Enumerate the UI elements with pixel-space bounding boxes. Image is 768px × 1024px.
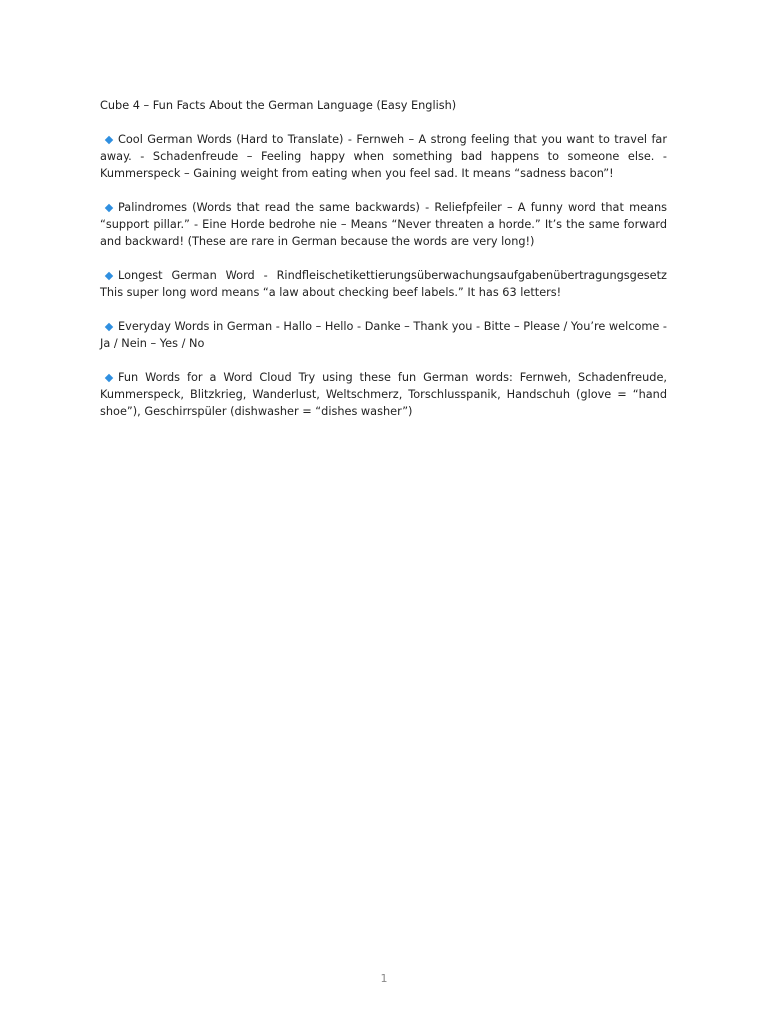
blue-diamond-icon bbox=[105, 203, 113, 211]
document-content bbox=[100, 97, 667, 437]
document-title: Cube 4 – Fun Facts About the German Language (Easy English) bbox=[100, 99, 457, 112]
section-text: Longest German Word - Rindfleischetikettierungsüberwachungsaufgabenübertragungsgesetz This super long word means “a law about checking beef labels.” It has 63 letters! bbox=[100, 269, 667, 299]
blue-diamond-icon bbox=[105, 135, 113, 143]
section-word-cloud bbox=[100, 369, 667, 420]
section-text: Palindromes (Words that read the same backwards) - Reliefpfeiler – A funny word that means “support pillar.” - Eine Horde bedrohe nie – Means “Never threaten a horde.” It’s the same forward and backward! (These are rare in German because the words are very long!) bbox=[100, 201, 667, 248]
section-text: Cool German Words (Hard to Translate) - Fernweh – A strong feeling that you want to travel far away. - Schadenfreude – Feeling happy when something bad happens to someone else. - Kummerspeck – Gaining weight from eating when you feel sad. It means “sadness bacon”! bbox=[100, 133, 667, 180]
section-longest-word bbox=[100, 267, 667, 301]
section-text: Fun Words for a Word Cloud Try using these fun German words: Fernweh, Schadenfreude, Kummerspeck, Blitzkrieg, Wanderlust, Weltschmerz, Torschlusspanik, Handschuh (glove = “hand shoe”), Geschirrspüler (dishwasher = “dishes washer”) bbox=[100, 371, 667, 418]
section-text: Everyday Words in German - Hallo – Hello - Danke – Thank you - Bitte – Please / You’re welcome - Ja / Nein – Yes / No bbox=[100, 320, 667, 350]
page-number: 1 bbox=[380, 972, 388, 985]
blue-diamond-icon bbox=[105, 322, 113, 330]
section-cool-words bbox=[100, 131, 667, 182]
blue-diamond-icon bbox=[105, 373, 113, 381]
section-palindromes bbox=[100, 199, 667, 250]
section-everyday-words bbox=[100, 318, 667, 352]
blue-diamond-icon bbox=[105, 271, 113, 279]
